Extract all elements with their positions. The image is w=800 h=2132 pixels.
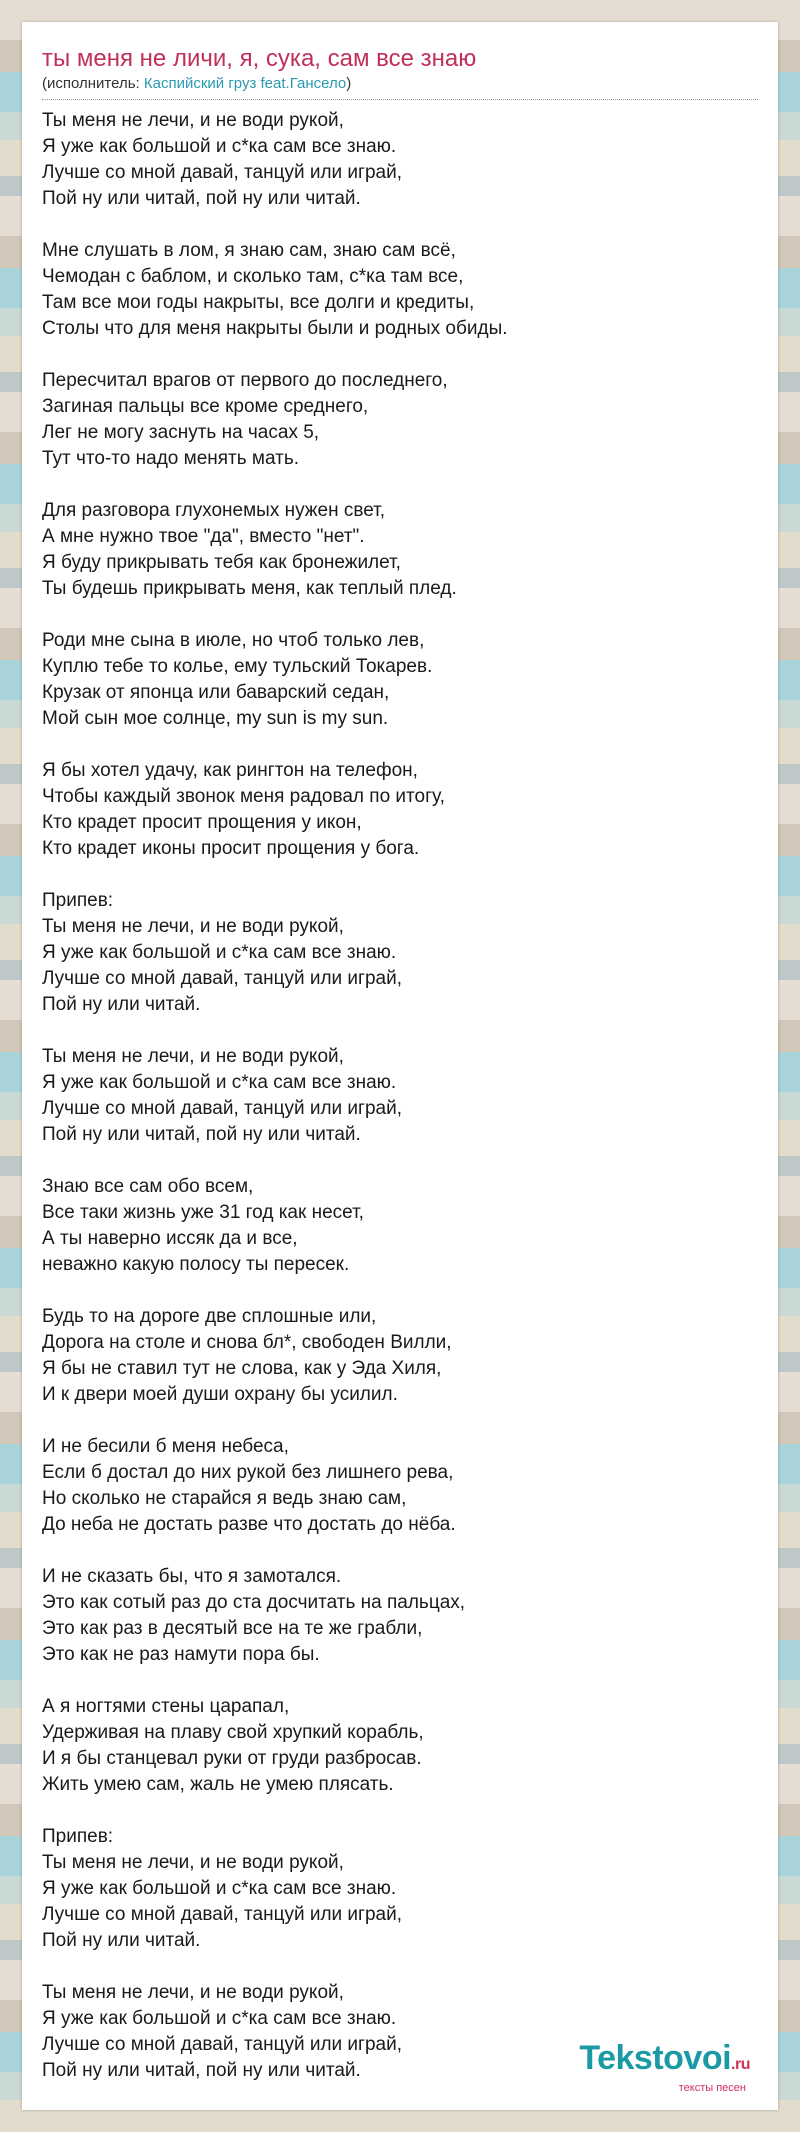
lyric-line: И не бесили б меня небеса, bbox=[42, 1436, 289, 1457]
lyric-line: Это как не раз намути пора бы. bbox=[42, 1644, 320, 1665]
lyric-line: Там все мои годы накрыты, все долги и кредиты, bbox=[42, 292, 475, 313]
lyric-line: Столы что для меня накрыты были и родных обиды. bbox=[42, 318, 508, 339]
lyric-line: Лег не могу заснуть на часах 5, bbox=[42, 422, 320, 443]
lyric-line: Удерживая на плаву свой хрупкий корабль, bbox=[42, 1722, 424, 1743]
stanza-gap bbox=[42, 1538, 758, 1564]
stanza-gap bbox=[42, 862, 758, 888]
lyric-line: Лучше со мной давай, танцуй или играй, bbox=[42, 2034, 402, 2055]
lyric-line: Пой ну или читай. bbox=[42, 1930, 201, 1951]
song-header bbox=[42, 44, 758, 100]
stanza-gap bbox=[42, 1954, 758, 1980]
logo-main-text: Tekstovoi bbox=[579, 2039, 732, 2077]
lyric-line: Ты меня не лечи, и не води рукой, bbox=[42, 1852, 344, 1873]
lyric-line: Пой ну или читай, пой ну или читай. bbox=[42, 1124, 361, 1145]
performer-line bbox=[42, 74, 758, 100]
lyric-line: Пой ну или читай, пой ну или читай. bbox=[42, 2060, 361, 2081]
logo-tagline: тексты песен bbox=[678, 2082, 746, 2094]
lyric-line: Лучше со мной давай, танцуй или играй, bbox=[42, 968, 402, 989]
logo-suffix: .ru bbox=[731, 2056, 750, 2073]
lyric-line: Пересчитал врагов от первого до последнего, bbox=[42, 370, 448, 391]
lyric-line: Ты меня не лечи, и не води рукой, bbox=[42, 1982, 344, 2003]
lyric-line: Если б достал до них рукой без лишнего рева, bbox=[42, 1462, 454, 1483]
lyric-line: неважно какую полосу ты пересек. bbox=[42, 1254, 350, 1275]
stanza-gap bbox=[42, 1278, 758, 1304]
lyric-line: А я ногтями стены царапал, bbox=[42, 1696, 290, 1717]
logo-wordmark bbox=[579, 2041, 750, 2082]
lyric-line: Загиная пальцы все кроме среднего, bbox=[42, 396, 369, 417]
lyric-line: Дорога на столе и снова бл*, свободен Вилли, bbox=[42, 1332, 452, 1353]
lyric-line: Я уже как большой и с*ка сам все знаю. bbox=[42, 136, 397, 157]
lyric-line: Крузак от японца или баварский седан, bbox=[42, 682, 390, 703]
lyric-line: Жить умею сам, жаль не умею плясать. bbox=[42, 1774, 394, 1795]
lyric-line: Я уже как большой и с*ка сам все знаю. bbox=[42, 2008, 397, 2029]
lyric-line: До неба не достать разве что достать до нёба. bbox=[42, 1514, 456, 1535]
song-title: ты меня не личи, я, сука, сам все знаю bbox=[42, 45, 477, 72]
lyric-line: Ты меня не лечи, и не води рукой, bbox=[42, 1046, 344, 1067]
lyric-line: Лучше со мной давай, танцуй или играй, bbox=[42, 162, 402, 183]
lyric-line: Я буду прикрывать тебя как бронежилет, bbox=[42, 552, 401, 573]
lyric-line: А мне нужно твое "да", вместо "нет". bbox=[42, 526, 365, 547]
lyric-line: Я уже как большой и с*ка сам все знаю. bbox=[42, 1878, 397, 1899]
stanza-gap bbox=[42, 1018, 758, 1044]
stanza-gap bbox=[42, 342, 758, 368]
lyric-line: Лучше со мной давай, танцуй или играй, bbox=[42, 1098, 402, 1119]
lyric-line: Мой сын мое солнце, my sun is my sun. bbox=[42, 708, 389, 729]
site-logo[interactable] bbox=[579, 2041, 750, 2094]
lyrics-body bbox=[42, 108, 758, 2084]
lyric-line: Пой ну или читай, пой ну или читай. bbox=[42, 188, 361, 209]
lyric-line: Я бы не ставил тут не слова, как у Эда Хиля, bbox=[42, 1358, 442, 1379]
lyric-line: Кто крадет просит прощения у икон, bbox=[42, 812, 362, 833]
stanza-gap bbox=[42, 1798, 758, 1824]
lyric-line: Я уже как большой и с*ка сам все знаю. bbox=[42, 1072, 397, 1093]
lyric-line: Ты будешь прикрывать меня, как теплый плед. bbox=[42, 578, 457, 599]
lyric-line: Припев: bbox=[42, 1826, 114, 1847]
lyric-line: Кто крадет иконы просит прощения у бога. bbox=[42, 838, 420, 859]
lyric-line: Ты меня не лечи, и не води рукой, bbox=[42, 916, 344, 937]
lyric-line: Знаю все сам обо всем, bbox=[42, 1176, 254, 1197]
lyric-line: Тут что-то надо менять мать. bbox=[42, 448, 300, 469]
lyric-line: Это как раз в десятый все на те же грабли, bbox=[42, 1618, 423, 1639]
lyric-line: Я уже как большой и с*ка сам все знаю. bbox=[42, 942, 397, 963]
lyric-line: Мне слушать в лом, я знаю сам, знаю сам всё, bbox=[42, 240, 456, 261]
lyric-line: И я бы станцевал руки от груди разбросав. bbox=[42, 1748, 422, 1769]
lyric-line: Лучше со мной давай, танцуй или играй, bbox=[42, 1904, 402, 1925]
stanza-gap bbox=[42, 732, 758, 758]
lyric-line: Ты меня не лечи, и не води рукой, bbox=[42, 110, 344, 131]
lyric-line: Но сколько не старайся я ведь знаю сам, bbox=[42, 1488, 407, 1509]
lyric-line: И не сказать бы, что я замотался. bbox=[42, 1566, 342, 1587]
lyric-line: Куплю тебе то колье, ему тульский Токарев. bbox=[42, 656, 433, 677]
lyrics-card bbox=[22, 22, 778, 2110]
stanza-gap bbox=[42, 1408, 758, 1434]
performer-suffix: ) bbox=[346, 75, 352, 92]
performer-prefix: (исполнитель: bbox=[42, 75, 144, 92]
lyric-line: Я бы хотел удачу, как рингтон на телефон, bbox=[42, 760, 418, 781]
performer-link[interactable]: Каспийский груз feat.Гансело bbox=[143, 75, 347, 92]
stanza-gap bbox=[42, 472, 758, 498]
lyric-line: Припев: bbox=[42, 890, 114, 911]
stanza-gap bbox=[42, 602, 758, 628]
lyric-line: Чемодан с баблом, и сколько там, с*ка там все, bbox=[42, 266, 464, 287]
lyric-line: Это как сотый раз до ста досчитать на пальцах, bbox=[42, 1592, 466, 1613]
lyric-line: А ты наверно иссяк да и все, bbox=[42, 1228, 298, 1249]
lyric-line: И к двери моей души охрану бы усилил. bbox=[42, 1384, 398, 1405]
lyric-line: Все таки жизнь уже 31 год как несет, bbox=[42, 1202, 364, 1223]
lyric-line: Будь то на дороге две сплошные или, bbox=[42, 1306, 377, 1327]
lyric-line: Роди мне сына в июле, но чтоб только лев, bbox=[42, 630, 425, 651]
lyric-line: Для разговора глухонемых нужен свет, bbox=[42, 500, 386, 521]
lyric-line: Чтобы каждый звонок меня радовал по итогу, bbox=[42, 786, 445, 807]
lyric-line: Пой ну или читай. bbox=[42, 994, 201, 1015]
stanza-gap bbox=[42, 212, 758, 238]
stanza-gap bbox=[42, 1668, 758, 1694]
stanza-gap bbox=[42, 1148, 758, 1174]
